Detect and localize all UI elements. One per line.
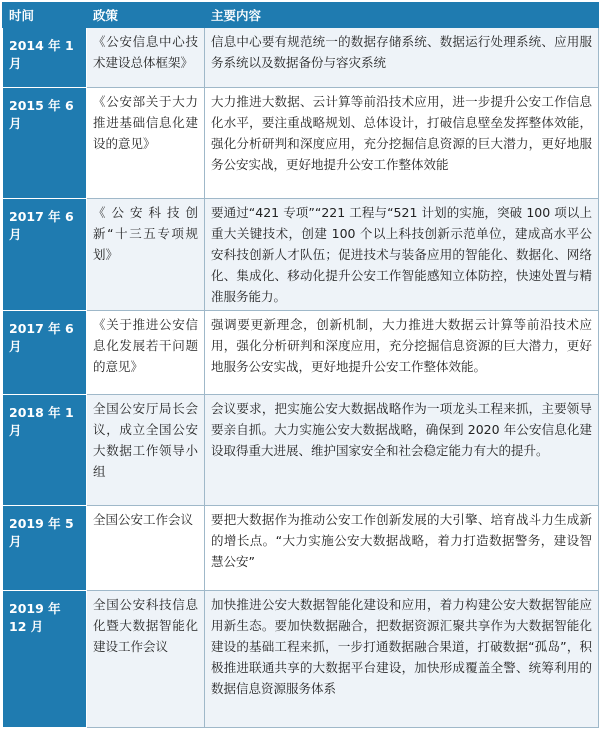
table-row [3, 28, 599, 88]
row-content: 加快推进公安大数据智能化建设和应用，着力构建公安大数据智能应用新生态。要加快数据融合，把数据资源汇聚共享作为大数据智能化建设的基础工程来抓，一步打通数据融合果道，打破数据“孤岛”，积极推进联通共享的大数据平台建设，加快形成覆盖全警、统筹利用的数据信息资源服务体系 [205, 591, 599, 728]
table-row [3, 394, 599, 505]
row-policy: 《公安部关于大力推进基础信息化建设的意见》 [87, 87, 205, 198]
row-policy: 全国公安科技信息化暨大数据智能化建设工作会议 [87, 591, 205, 728]
row-time: 2019 年 12 月 [3, 591, 87, 728]
table-row [3, 199, 599, 310]
table-row [3, 506, 599, 591]
row-content: 要把大数据作为推动公安工作创新发展的大引擎、培育战斗力生成新的增长点。“大力实施公安大数据战略，着力打造数据警务，建设智慧公安” [205, 506, 599, 591]
row-policy: 全国公安厅局长会议，成立全国公安大数据工作领导小组 [87, 394, 205, 505]
row-time: 2015 年 6 月 [3, 87, 87, 198]
row-policy: 《公安科技创新“十三五专项规划》 [87, 199, 205, 310]
row-policy: 全国公安工作会议 [87, 506, 205, 591]
row-policy: 《关于推进公安信息化发展若干问题的意见》 [87, 310, 205, 394]
row-time: 2017 年 6 月 [3, 199, 87, 310]
table-row [3, 87, 599, 198]
table-row [3, 310, 599, 394]
row-content: 大力推进大数据、云计算等前沿技术应用，进一步提升公安工作信息化水平，要注重战略规划、总体设计，打破信息壁垒发挥整体效能，强化分析研判和深度应用，充分挖掘信息资源的巨大潜力，更好地服务公安实战，更好地提升公安工作整体效能 [205, 87, 599, 198]
row-content: 强调要更新理念，创新机制，大力推进大数据云计算等前沿技术应用，强化分析研判和深度应用，充分挖掘信息资源的巨大潜力，更好地服务公安实战，更好地提升公安工作整体效能。 [205, 310, 599, 394]
policy-table [2, 2, 599, 728]
row-policy: 《公安信息中心技术建设总体框架》 [87, 28, 205, 88]
row-content: 会议要求，把实施公安大数据战略作为一项龙头工程来抓，主要领导要亲自抓。大力实施公安大数据战略，确保到 2020 年公安信息化建设取得重大进展、维护国家安全和社会稳定能力有大的提升。 [205, 394, 599, 505]
table-row [3, 591, 599, 728]
row-time: 2019 年 5 月 [3, 506, 87, 591]
row-time: 2017 年 6 月 [3, 310, 87, 394]
table-header-row [3, 3, 599, 28]
row-content: 信息中心要有规范统一的数据存储系统、数据运行处理系统、应用服务系统以及数据备份与容灾系统 [205, 28, 599, 88]
header-time: 时间 [3, 3, 87, 28]
row-time: 2018 年 1 月 [3, 394, 87, 505]
row-time: 2014 年 1 月 [3, 28, 87, 88]
header-policy: 政策 [87, 3, 205, 28]
header-content: 主要内容 [205, 3, 599, 28]
row-content: 要通过“421 专项”“221 工程与“521 计划的实施，突破 100 项以上重大关键技术，创建 100 个以上科技创新示范单位，建成高水平公安科技创新人才队伍；促进技术与装备应用的智能化、数据化、网络化、集成化、移动化提升公安工作智能感知立体防控，快速处置与精准服务能力。 [205, 199, 599, 310]
